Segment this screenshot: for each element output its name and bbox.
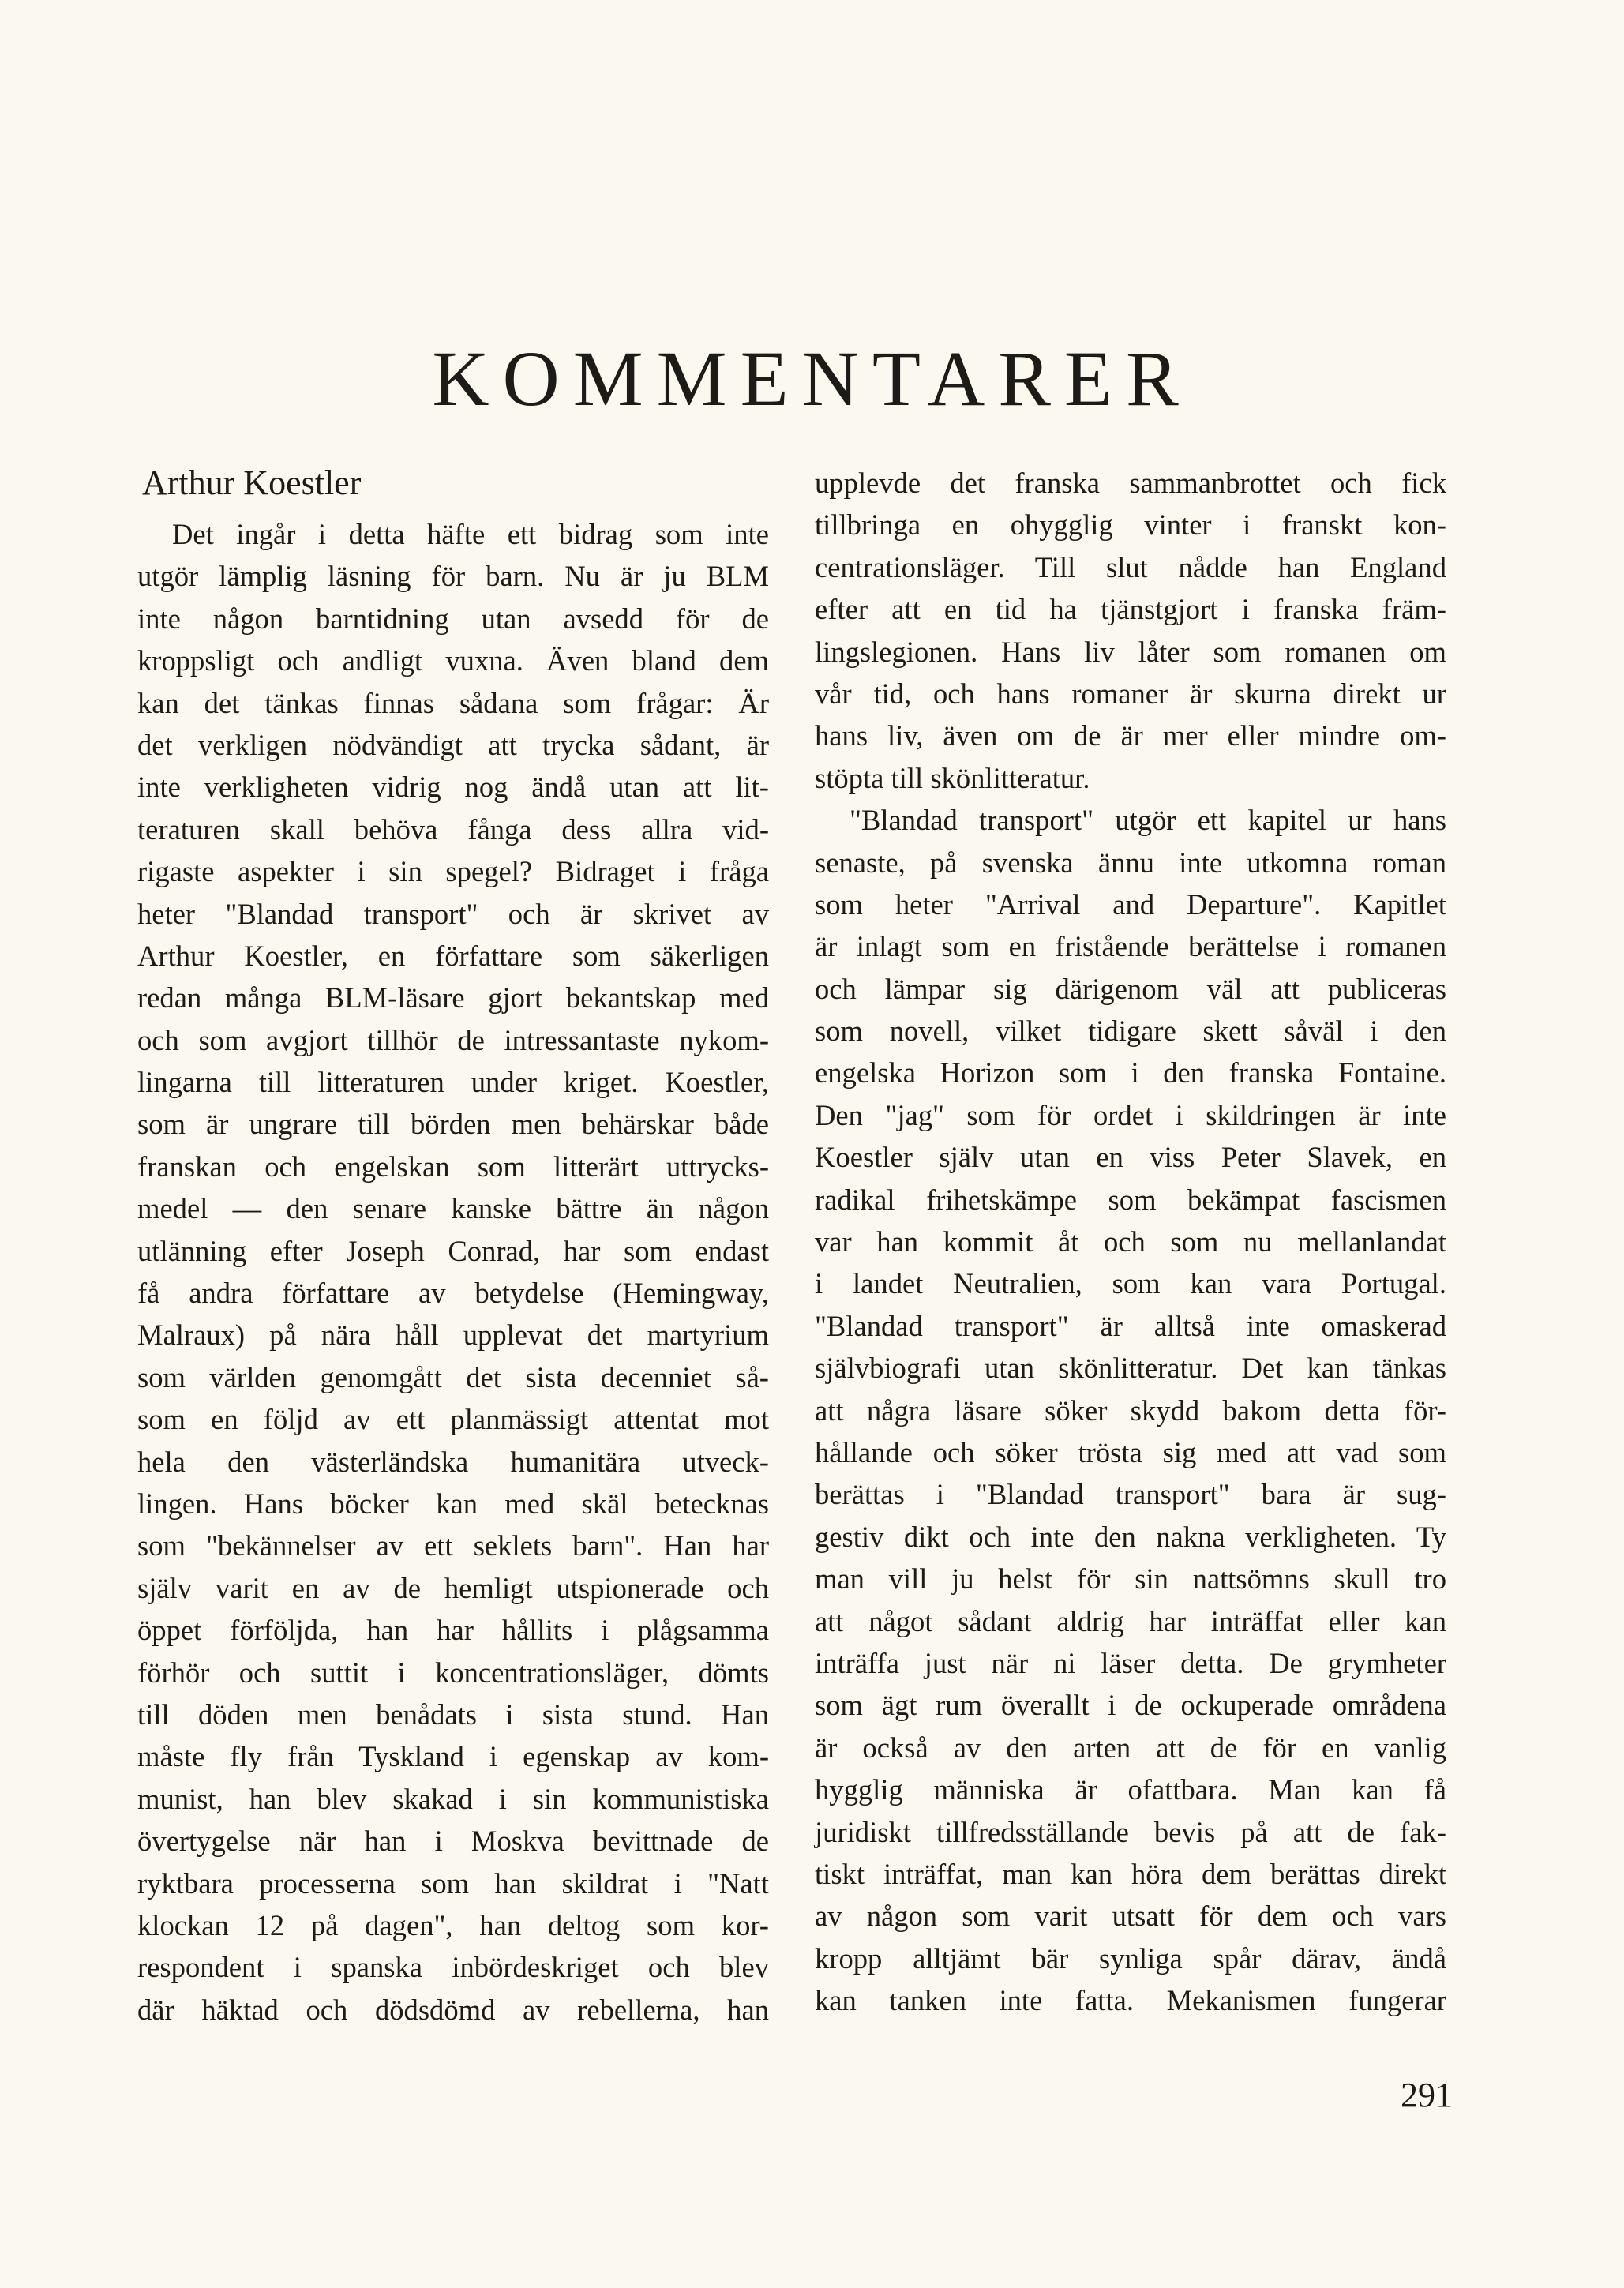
text-line: centrationsläger. Till slut nådde han England bbox=[815, 550, 1446, 583]
section-title: Arthur Koestler bbox=[142, 463, 362, 502]
text-line: man vill ju helst för sin nattsömns skull tro bbox=[815, 1562, 1446, 1596]
text-line: och lämpar sig därigenom väl att publiceras bbox=[815, 972, 1446, 1005]
text-line: lingarna till litteraturen under kriget. Koestler, bbox=[137, 1066, 769, 1099]
right-column-text bbox=[815, 462, 1446, 2021]
text-line: teraturen skall behöva fånga dess allra vid- bbox=[137, 812, 769, 846]
text-line: är också av den arten att de för en vanlig bbox=[815, 1731, 1446, 1764]
text-line: av någon som varit utsatt för dem och vars bbox=[815, 1900, 1446, 1933]
text-line: som är ungrare till börden men behärskar både bbox=[137, 1108, 769, 1141]
text-line: som ägt rum överallt i de ockuperade områdena bbox=[815, 1689, 1446, 1722]
text-line: inträffa just när ni läser detta. De grymheter bbox=[815, 1646, 1446, 1679]
text-line: självbiografi utan skönlitteratur. Det kan tänkas bbox=[815, 1352, 1446, 1385]
text-line: medel — den senare kanske bättre än någon bbox=[137, 1192, 769, 1225]
text-line: Malraux) på nära håll upplevat det martyrium bbox=[137, 1318, 769, 1352]
text-line: respondent i spanska inbördeskriget och blev bbox=[137, 1951, 769, 1984]
text-line: Arthur Koestler, en författare som säkerligen bbox=[137, 939, 769, 972]
text-line: juridiskt tillfredsställande bevis på att de fak- bbox=[815, 1815, 1446, 1848]
text-line: Den "jag" som för ordet i skildringen är inte bbox=[815, 1098, 1446, 1131]
text-line: att några läsare söker skydd bakom detta för- bbox=[815, 1393, 1446, 1427]
text-line: i landet Neutralien, som kan vara Portugal. bbox=[815, 1267, 1446, 1300]
text-line: öppet förföljda, han har hållits i plågsamma bbox=[137, 1614, 769, 1647]
text-line: hans liv, även om de är mer eller mindre om- bbox=[815, 719, 1446, 752]
text-line: senaste, på svenska ännu inte utkomna roman bbox=[815, 846, 1446, 879]
text-line: "Blandad transport" är alltså inte omaskerad bbox=[815, 1309, 1446, 1342]
text-line: engelska Horizon som i den franska Fontaine. bbox=[815, 1056, 1446, 1090]
text-line: det verkligen nödvändigt att trycka sådant, är bbox=[137, 728, 769, 761]
text-line: som heter "Arrival and Departure". Kapitlet bbox=[815, 887, 1446, 921]
text-line: lingen. Hans böcker kan med skäl betecknas bbox=[137, 1487, 769, 1520]
text-line: rigaste aspekter i sin spegel? Bidraget i fråga bbox=[137, 855, 769, 888]
text-line: munist, han blev skakad i sin kommunistiska bbox=[137, 1782, 769, 1815]
page-number: 291 bbox=[1401, 2076, 1453, 2114]
text-line: där häktad och dödsdömd av rebellerna, han bbox=[137, 1993, 769, 2026]
text-line: kan det tänkas finnas sådana som frågar: Är bbox=[137, 686, 769, 719]
text-line: som en följd av ett planmässigt attentat mot bbox=[137, 1403, 769, 1436]
text-line: utgör lämplig läsning för barn. Nu är ju BLM bbox=[137, 560, 769, 593]
text-line: radikal frihetskämpe som bekämpat fascismen bbox=[815, 1183, 1446, 1216]
text-line: tiskt inträffat, man kan höra dem berättas direkt bbox=[815, 1857, 1446, 1890]
text-line: redan många BLM-läsare gjort bekantskap med bbox=[137, 981, 769, 1015]
text-line: måste fly från Tyskland i egenskap av kom- bbox=[137, 1740, 769, 1773]
text-line: kan tanken inte fatta. Mekanismen fungerar bbox=[815, 1984, 1446, 2017]
text-line: Det ingår i detta häfte ett bidrag som inte bbox=[172, 518, 769, 550]
text-line: stöpta till skönlitteratur. bbox=[815, 761, 1090, 794]
text-line: lingslegionen. Hans liv låter som romanen om bbox=[815, 635, 1446, 668]
text-line: "Blandad transport" utgör ett kapitel ur hans bbox=[850, 804, 1446, 837]
text-line: övertygelse när han i Moskva bevittnade de bbox=[137, 1825, 769, 1858]
text-line: gestiv dikt och inte den nakna verkligheten. Ty bbox=[815, 1520, 1446, 1553]
text-line: var han kommit åt och som nu mellanlandat bbox=[815, 1225, 1446, 1258]
text-line: tillbringa en ohygglig vinter i franskt kon- bbox=[815, 508, 1446, 542]
text-line: Koestler själv utan en viss Peter Slavek, en bbox=[815, 1141, 1446, 1174]
text-line: utlänning efter Joseph Conrad, har som endast bbox=[137, 1234, 769, 1267]
text-line: hållande och söker trösta sig med att vad som bbox=[815, 1435, 1446, 1468]
left-column bbox=[137, 462, 769, 2031]
text-line: ryktbara processerna som han skildrat i "Natt bbox=[137, 1866, 769, 1900]
text-line: inte verkligheten vidrig nog ändå utan att lit- bbox=[137, 771, 769, 804]
text-line: och som avgjort tillhör de intressantaste nykom- bbox=[137, 1023, 769, 1056]
text-line: få andra författare av betydelse (Hemingway, bbox=[137, 1277, 769, 1310]
text-line: heter "Blandad transport" och är skrivet av bbox=[137, 897, 769, 930]
text-line: vår tid, och hans romaner är skurna direkt ur bbox=[815, 677, 1446, 710]
text-line: berättas i "Blandad transport" bara är sug- bbox=[815, 1478, 1446, 1511]
text-line: som världen genomgått det sista decenniet så- bbox=[137, 1360, 769, 1393]
text-line: till döden men benådats i sista stund. Han bbox=[137, 1697, 769, 1731]
text-line: efter att en tid ha tjänstgjort i franska främ- bbox=[815, 593, 1446, 626]
text-line: att något sådant aldrig har inträffat eller kan bbox=[815, 1604, 1446, 1637]
text-line: förhör och suttit i koncentrationsläger, dömts bbox=[137, 1656, 769, 1689]
text-line: upplevde det franska sammanbrottet och fick bbox=[815, 467, 1446, 499]
text-line: själv varit en av de hemligt utspionerade och bbox=[137, 1571, 769, 1604]
text-line: hela den västerländska humanitära utveck- bbox=[137, 1445, 769, 1478]
text-line: klockan 12 på dagen", han deltog som kor- bbox=[137, 1908, 769, 1941]
left-column-text bbox=[137, 513, 769, 2031]
text-line: är inlagt som en fristående berättelse i romanen bbox=[815, 930, 1446, 963]
text-line: som "bekännelser av ett seklets barn". Han har bbox=[137, 1529, 769, 1562]
text-line: franskan och engelskan som litterärt uttrycks- bbox=[137, 1150, 769, 1183]
text-line: kroppsligt och andligt vuxna. Även bland dem bbox=[137, 644, 769, 677]
text-line: hygglig människa är ofattbara. Man kan få bbox=[815, 1773, 1446, 1806]
text-line: kropp alltjämt bär synliga spår därav, ändå bbox=[815, 1941, 1446, 1975]
text-line: inte någon barntidning utan avsedd för de bbox=[137, 602, 769, 635]
right-column bbox=[815, 462, 1446, 2021]
page-heading: KOMMENTARER bbox=[432, 335, 1192, 422]
text-line: som novell, vilket tidigare skett såväl i den bbox=[815, 1015, 1446, 1048]
